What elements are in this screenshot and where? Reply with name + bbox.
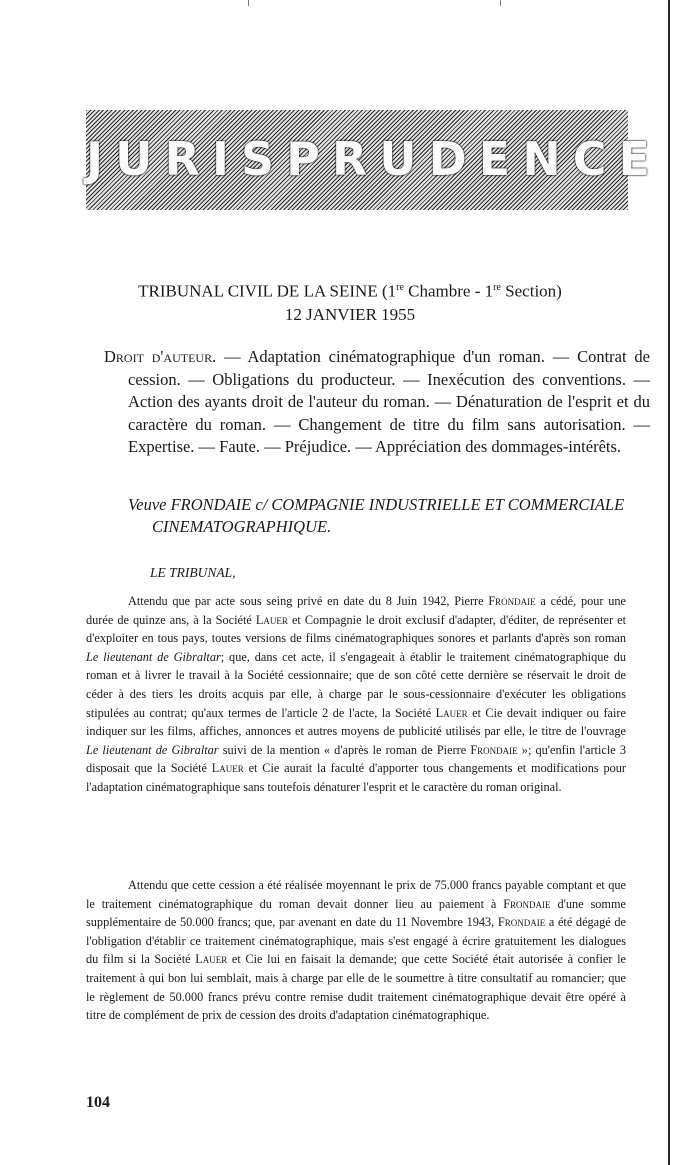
court-heading <box>60 276 640 326</box>
case-parties: Veuve FRONDAIE c/ COMPAGNIE INDUSTRIELLE ET COMMERCIALE CINEMATOGRAPHIQUE. <box>128 495 625 536</box>
crop-mark <box>500 0 501 6</box>
crop-mark <box>248 0 249 6</box>
body-paragraph-1: Attendu que par acte sous seing privé en date du 8 Juin 1942, Pierre Frondaie a cédé, pour une durée de quinze ans, à la Société Lauer et Compagnie le droit exclusif d'adapter, d'éditer, de représenter et d'exploiter en tous pays, toutes versions de films cinématographiques sonores et parlants d'après son roman Le lieutenant de Gibraltar; que, dans cet acte, il s'engageait à établir le traitement cinématographique du roman et à livrer le travail à la Société cessionnaire; que de son côté cette dernière se réservait le droit de céder à des tiers les droits acquis par elle, à charge par le sous-cessionnaire d'exécuter les obligations stipulées au contrat; qu'aux termes de l'article 2 de l'acte, la Société Lauer et Cie devait indiquer ou faire indiquer sur les films, affiches, annonces et autres moyens de publicité utilisés par elle, le titre de l'ouvrage Le lieutenant de Gibraltar suivi de la mention « d'après le roman de Pierre Frondaie »; qu'enfin l'article 3 disposait que la Société Lauer et Cie aurait la faculté d'apporter tous changements et modifications pour l'adaptation cinématographique sans toutefois dénaturer l'esprit et le caractère du roman original. <box>86 594 626 794</box>
banner-title: JURISPRUDENCE <box>86 132 662 186</box>
summary-lead: Droit d'auteur. <box>104 347 217 366</box>
tribunal-heading: LE TRIBUNAL, <box>150 565 236 580</box>
body-paragraph-2: Attendu que cette cession a été réalisée moyennant le prix de 75.000 francs payable comptant et que le traitement cinématographique du roman devait donner lieu au paiement à Frondaie d'une somme supplémentaire de 50.000 francs; que, par avenant en date du 11 Novembre 1943, Frondaie a été dégagé de l'obligation d'établir ce traitement cinématographique, mais s'est engagé à écrire gratuitement les dialogues du film si la Société Lauer et Cie lui en faisait la demande; que cette Société était autorisée à confier le traitement à qui bon lui semblait, mais à charge par elle de le soumettre à titre consultatif au romancier; que le règlement de 50.000 francs prévu contre remise dudit traitement cinématographique devait être opéré à titre de complément de prix de cession des droits d'adaptation cinématographique. <box>86 878 626 1023</box>
section-banner <box>86 110 662 210</box>
page-number: 104 <box>86 1094 110 1111</box>
page-edge-rule <box>668 0 670 1165</box>
summary-text: — Adaptation cinématographique d'un roman. — Contrat de cession. — Obligations du producteur. — Inexécution des conventions. — Action des ayants droit de l'auteur du roman. — Dénaturation de l'esprit et du caractère du roman. — Changement de titre du film sans autorisation. — Expertise. — Faute. — Préjudice. — Appréciation des dommages-intérêts. <box>128 347 650 456</box>
court-name: TRIBUNAL CIVIL DE LA SEINE (1re Chambre - 1re Section) <box>138 281 562 301</box>
case-summary <box>104 346 650 459</box>
judgment-date: 12 JANVIER 1955 <box>284 304 416 324</box>
